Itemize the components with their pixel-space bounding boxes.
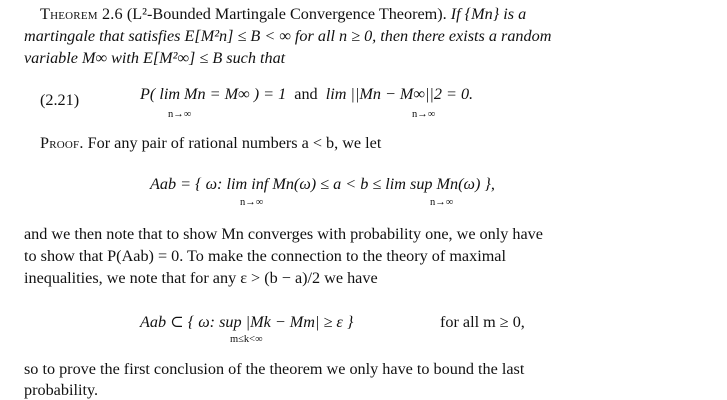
equation-sup-tail: for all m ≥ 0,	[440, 313, 525, 331]
equation-Aab: Aab = { ω: lim inf Mn(ω) ≤ a < b ≤ lim sup Mn(ω) },	[150, 175, 495, 193]
liminf-subscript: n→∞	[240, 197, 264, 208]
equation-label: (2.21)	[40, 91, 80, 109]
proof-line-1	[40, 135, 381, 151]
lim-subscript-2: n→∞	[412, 109, 436, 120]
equation-sup: Aab ⊂ { ω: sup |Mk − Mm| ≥ ε }	[140, 313, 354, 331]
para2-line-2: to show that P(Aab) = 0. To make the connection to the theory of maximal	[24, 247, 506, 265]
para3-line-1: so to prove the first conclusion of the theorem we only have to bound the last	[24, 360, 525, 378]
limsup-subscript: n→∞	[430, 197, 454, 208]
theorem-head: Theorem 2.6	[40, 5, 123, 23]
theorem-line-2: martingale that satisfies E[M²n] ≤ B < ∞ for all n ≥ 0, then there exists a random	[24, 27, 552, 45]
proof-text: For any pair of rational numbers a < b, we let	[87, 134, 382, 152]
theorem-line-1-rest: If {Mn} is a	[450, 5, 527, 23]
theorem-name: (L²-Bounded Martingale Convergence Theorem).	[126, 5, 447, 23]
lim-subscript-1: n→∞	[168, 109, 192, 120]
sup-subscript: m≤k<∞	[230, 334, 263, 345]
para2-line-3: inequalities, we note that for any ε > (b − a)/2 we have	[24, 269, 378, 287]
eq-2-21-right: lim ||Mn − M∞||2 = 0.	[325, 85, 474, 103]
proof-head: Proof.	[40, 134, 84, 152]
para2-line-1: and we then note that to show Mn converges with probability one, we only have	[24, 225, 543, 243]
theorem-line-1	[40, 6, 526, 22]
theorem-line-3: variable M∞ with E[M²∞] ≤ B such that	[24, 49, 286, 67]
eq-2-21-left: P( lim Mn = M∞ ) = 1	[140, 85, 287, 103]
para3-line-2: probability.	[24, 381, 99, 399]
eq-2-21-and: and	[294, 85, 318, 103]
